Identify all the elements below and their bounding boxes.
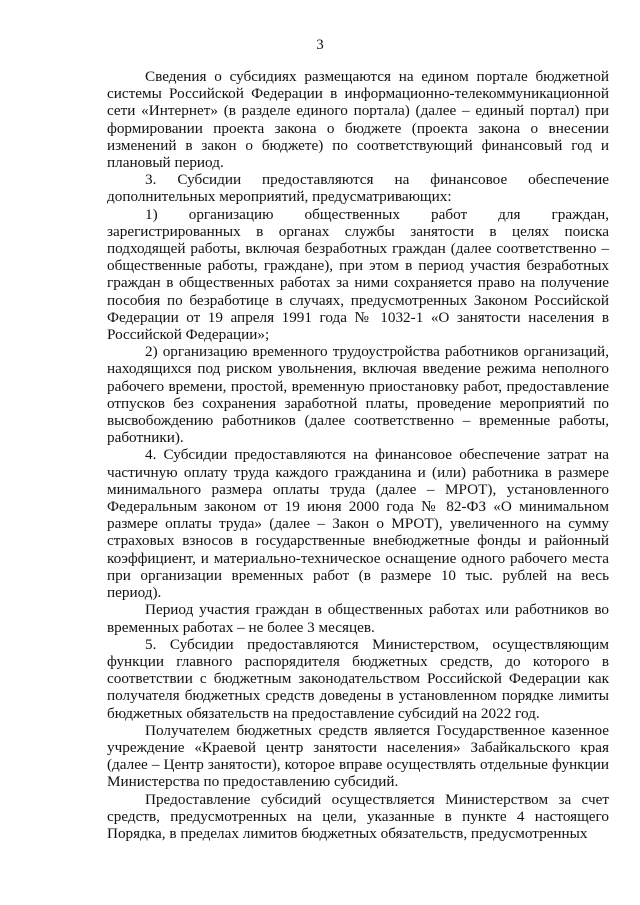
paragraph-subsidy-info-publication: Сведения о субсидиях размещаются на едином портале бюджетной системы Российской Федерации в информационно-телекоммуникационной сети «Интернет» (в разделе единого портала) (далее – единый портал) при формировании проекта закона о бюджете (проекта закона о внесении изменений в закон о бюджете) по соответствующий финансовый год и плановый период. <box>107 68 609 172</box>
paragraph-budget-recipient: Получателем бюджетных средств является Государственное казенное учреждение «Краевой центр занятости населения» Забайкальского края (далее – Центр занятости), которое вправе осуществлять отдельные функции Министерства по предоставлению субсидий. <box>107 721 609 791</box>
paragraph-subsidy-provision: Предоставление субсидий осуществляется Министерством за счет средств, предусмотренных на цели, указанные в пункте 4 настоящего Порядка, в пределах лимитов бюджетных обязательств, предусмотренных <box>107 790 609 842</box>
paragraph-item-5: 5. Субсидии предоставляются Министерством, осуществляющим функции главного распорядителя бюджетных средств, до которого в соответствии с бюджетным законодательством Российской Федерации как получателя бюджетных средств доведены в установленном порядке лимиты бюджетных обязательств на предоставление субсидий на 2022 год. <box>107 635 609 722</box>
page-number: 3 <box>316 37 324 53</box>
paragraph-subitem-2-temporary-employment: 2) организацию временного трудоустройства работников организаций, находящихся под риском увольнения, включая введение режима неполного рабочего времени, простой, временную приостановку работ, предоставление отпусков без сохранения заработной платы, проведение мероприятий по высвобождению работников (далее соответственно – временные работы, работники). <box>107 343 609 447</box>
paragraph-item-4: 4. Субсидии предоставляются на финансовое обеспечение затрат на частичную оплату труда каждого гражданина и (или) работника в размере минимального размера оплаты труда (далее – МРОТ), установленного Федеральным законом от 19 июня 2000 года № 82-ФЗ «О минимальном размере оплаты труда» (далее – Закон о МРОТ), увеличенного на сумму страховых взносов в государственные внебюджетные фонды и районный коэффициент, и материально-техническое оснащение одного рабочего места при организации временных работ (в размере 10 тыс. рублей на весь период). <box>107 446 609 602</box>
paragraph-participation-period: Период участия граждан в общественных работах или работников во временных работах – не более 3 месяцев. <box>107 601 609 636</box>
document-body <box>107 68 609 842</box>
paragraph-subitem-1-public-works: 1) организацию общественных работ для граждан, зарегистрированных в органах службы занятости в целях поиска подходящей работы, включая безработных граждан (далее соответственно – общественные работы, граждане), при этом в период участия безработных граждан в общественных работах за ними сохраняется право на получение пособия по безработице в случаях, предусмотренных Законом Российской Федерации от 19 апреля 1991 года № 1032-1 «О занятости населения в Российской Федерации»; <box>107 205 609 344</box>
paragraph-item-3: 3. Субсидии предоставляются на финансовое обеспечение дополнительных мероприятий, предусматривающих: <box>107 171 609 206</box>
